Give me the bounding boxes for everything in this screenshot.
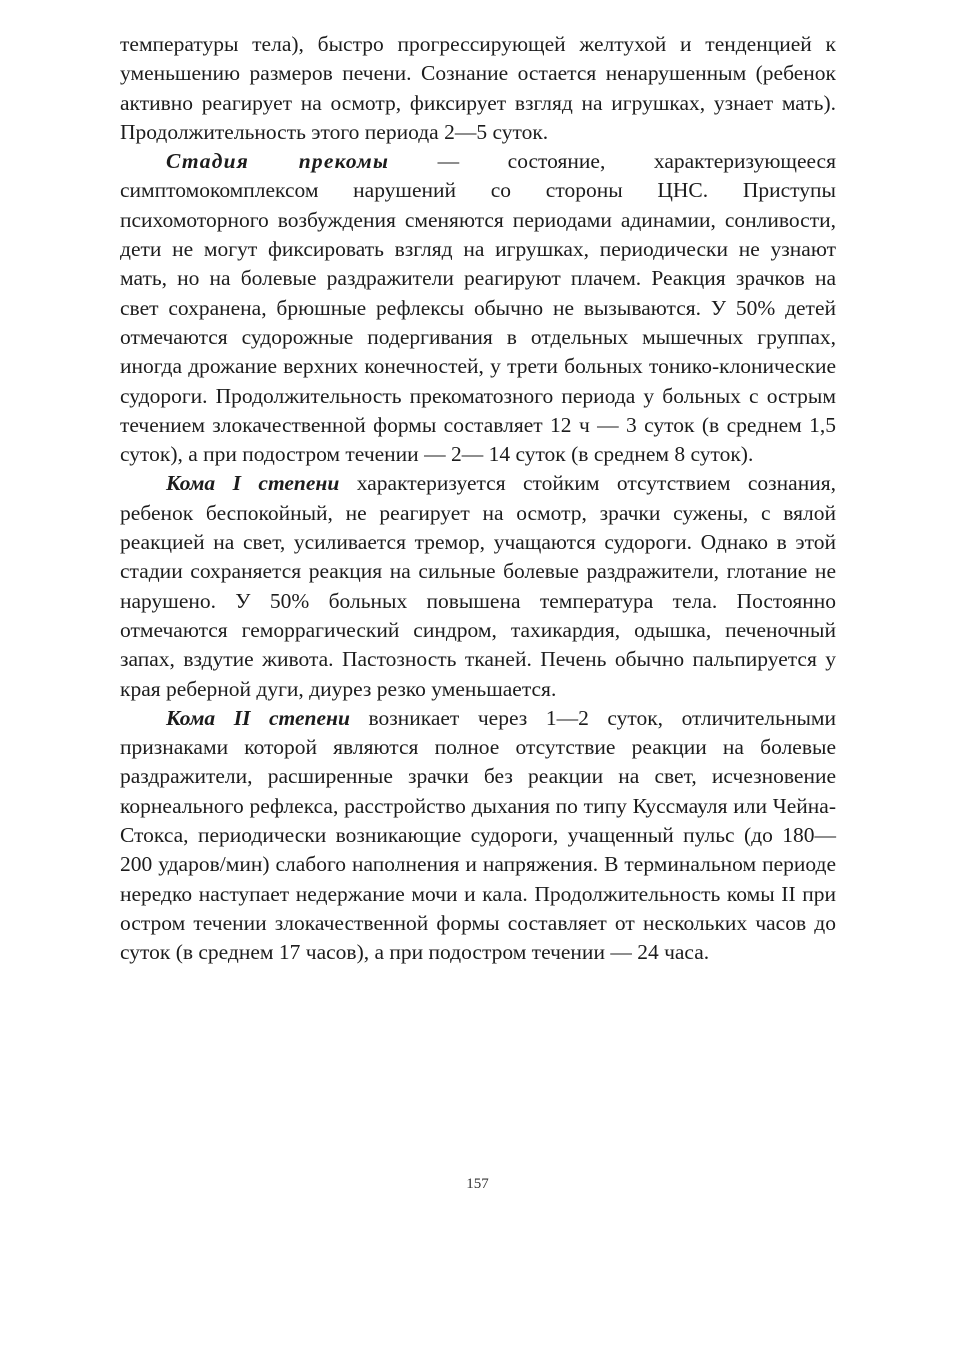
- paragraph-coma-1: [120, 469, 836, 703]
- paragraph-coma-2: [120, 704, 836, 968]
- paragraph-text: характеризуется стойким отсутствием сознания, ребенок беспокойный, не реагирует на осмотр, зрачки сужены, с вялой реакцией на свет, усиливается тремор, учащаются судороги. Однако в этой стадии сохраняется реакция на сильные болевые раздражители, глотание не нарушено. У 50% больных повышена температура тела. Постоянно отмечаются геморрагический синдром, тахикардия, одышка, печеночный запах, вздутие живота. Пастозность тканей. Печень обычно пальпируется у края реберной дуги, диурез резко уменьшается.: [120, 471, 836, 701]
- page-number: 157: [466, 1176, 489, 1192]
- term-coma-stage-1: Кома I степени: [166, 471, 340, 496]
- paragraph-text: возникает через 1—2 суток, отличительными признаками которой являются полное отсутствие реакции на болевые раздражители, расширенные зрачки без реакции на свет, исчезновение корнеального рефлекса, расстройство дыхания по типу Куссмауля или Чейна- Стокса, периодически возникающие судороги, учащенный пульс (до 180—200 ударов/мин) слабого наполнения и напряжения. В терминальном периоде нередко наступает недержание мочи и кала. Продолжительность комы II при остром течении злокачественной формы составляет от нескольких часов до суток (в среднем 17 часов), а при подостром течении — 24 часа.: [120, 705, 837, 965]
- paragraph-text: температуры тела), быстро прогрессирующей желтухой и тенденцией к уменьшению размеров печени. Сознание остается ненарушенным (ребенок активно реагирует на осмотр, фиксирует взгляд на игрушках, узнает мать). Продолжительность этого периода 2—5 суток.: [120, 32, 836, 144]
- term-precoma-stage: Стадия прекомы: [166, 149, 390, 174]
- page-body: [120, 30, 836, 968]
- paragraph-text: — состояние, характеризующееся симптомокомплексом нарушений со стороны ЦНС. Приступы психомоторного возбуждения сменяются периодами адинамии, сонливости, дети не могут фиксировать взгляд на игрушках, периодически не узнают мать, но на болевые раздражители реагируют плачем. Реакция зрачков на свет сохранена, брюшные рефлексы обычно не вызываются. У 50% детей отмечаются судорожные подергивания в отдельных мышечных группах, иногда дрожание верхних конечностей, у трети больных тонико-клонические судороги. Продолжительность прекоматозного периода у больных с острым течением злокачественной формы составляет 12 ч — 3 суток (в среднем 1,5 суток), а при подостром течении — 2— 14 суток (в среднем 8 суток).: [120, 149, 836, 467]
- paragraph-precoma: [120, 147, 836, 469]
- paragraph-continuation: [120, 30, 836, 147]
- term-coma-stage-2: Кома II степени: [166, 705, 350, 730]
